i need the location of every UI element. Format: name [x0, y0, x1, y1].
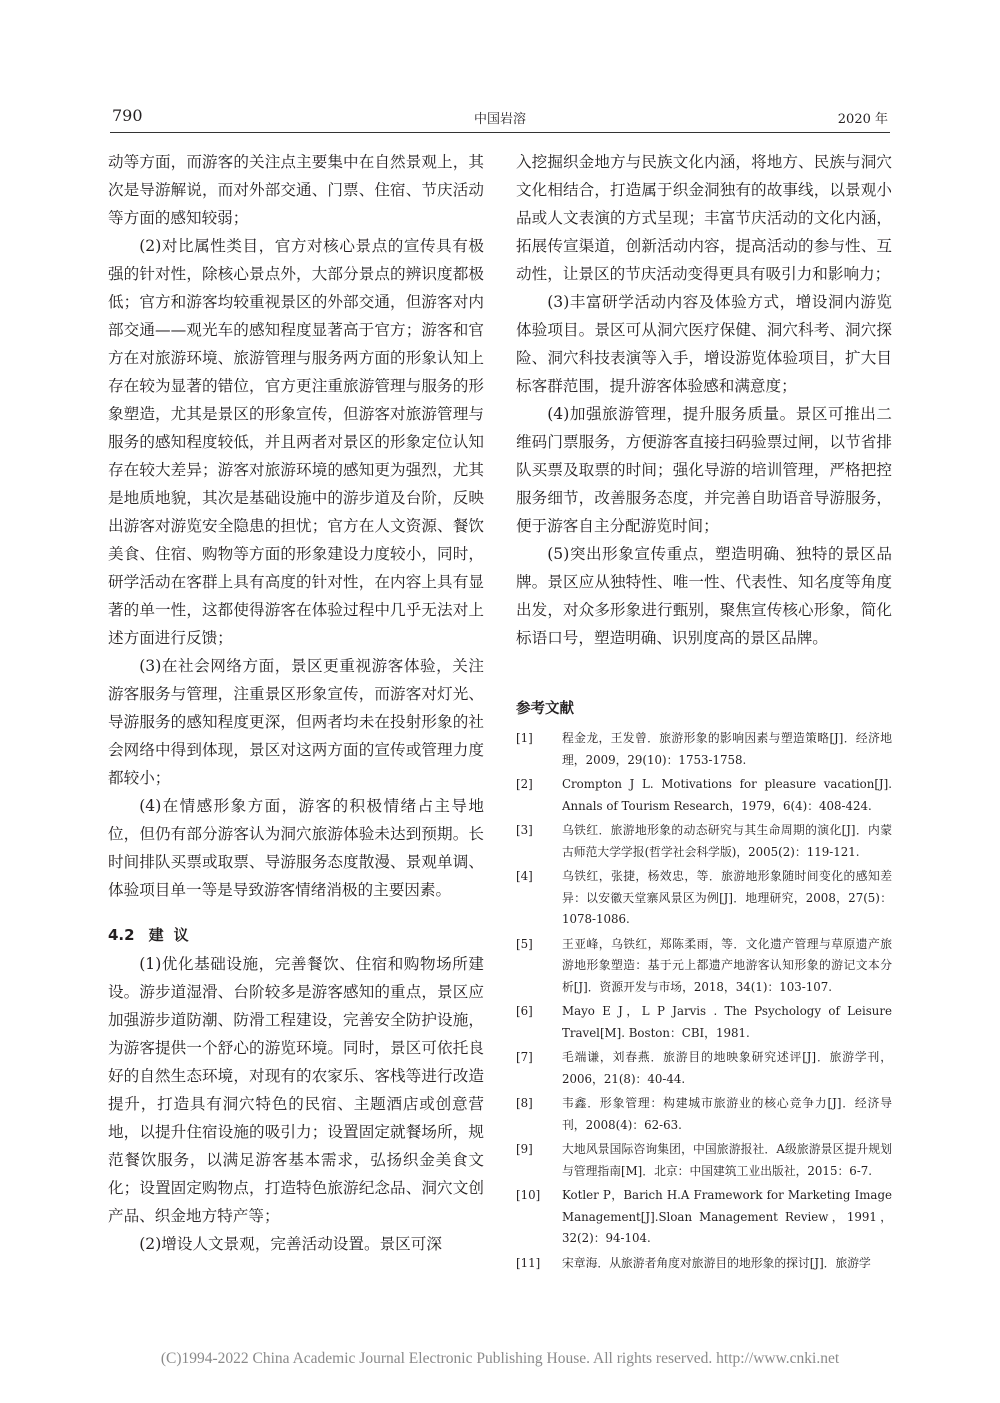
reference-text: 乌铁红，张捷，杨效忠，等．旅游地形象随时间变化的感知差异：以安徽天堂寨风景区为例[J]．地理研究，2008，27(5)：1078-1086.	[562, 869, 892, 926]
paragraph: (4)加强旅游管理，提升服务质量。景区可推出二维码门票服务，方便游客直接扫码验票过闸，以节省排队买票及取票的时间；强化导游的培训管理，严格把控服务细节，改善服务态度，并完善自助语音导游服务，便于游客自主分配游览时间；	[516, 405, 892, 535]
reference-item	[516, 728, 892, 771]
reference-text: 韦鑫．形象管理：构建城市旅游业的核心竞争力[J]．经济导刊，2008(4)：62-63.	[562, 1096, 892, 1132]
reference-text: 程金龙，王发曾．旅游形象的影响因素与塑造策略[J]．经济地理，2009，29(10)：1753-1758.	[562, 731, 892, 767]
running-header	[110, 104, 890, 133]
paragraph: (1)优化基础设施，完善餐饮、住宿和购物场所建设。游步道湿滑、台阶较多是游客感知的重点，景区应加强游步道防潮、防滑工程建设，完善安全防护设施，为游客提供一个舒心的游览环境。同时，景区可依托良好的自然生态环境，对现有的农家乐、客栈等进行改造提升，打造具有洞穴特色的民宿、主题酒店或创意营地，以提升住宿设施的吸引力；设置固定就餐场所，规范餐饮服务，以满足游客基本需求，弘扬织金美食文化；设置固定购物点，打造特色旅游纪念品、洞穴文创产品、织金地方特产等；	[108, 955, 484, 1225]
copyright-footer: (C)1994-2022 China Academic Journal Electronic Publishing House. All rights reserved. http://www.cnki.net	[160, 1350, 840, 1367]
reference-item	[516, 934, 892, 999]
paragraph: (2)对比属性类目，官方对核心景点的宣传具有极强的针对性，除核心景点外，大部分景点的辨识度都极低；官方和游客均较重视景区的外部交通，但游客对内部交通——观光车的感知程度显著高于官方；游客和官方在对旅游环境、旅游管理与服务两方面的形象认知上存在较为显著的错位，官方更注重旅游管理与服务的形象塑造，尤其是景区的形象宣传，但游客对旅游管理与服务的感知程度较低，并且两者对景区的形象定位认知存在较大差异；游客对旅游环境的感知更为强烈，尤其是地质地貌，其次是基础设施中的游步道及台阶，反映出游客对游览安全隐患的担忧；官方在人文资源、餐饮美食、住宿、购物等方面的形象建设力度较小，同时，研学活动在客群上具有高度的针对性，在内容上具有显著的单一性，这都使得游客在体验过程中几乎无法对上述方面进行反馈；	[108, 237, 484, 647]
reference-item	[516, 1001, 892, 1044]
reference-text: Kotler P，Barich H.A Framework for Marketing Image Management[J].Sloan Management Review，1991，32(2)：94-104.	[562, 1188, 892, 1245]
reference-text: 王亚峰，乌铁红，郑陈柔雨，等．文化遗产管理与草原遗产旅游地形象塑造：基于元上都遗产地游客认知形象的游记文本分析[J]．资源开发与市场，2018，34(1)：103-107.	[562, 936, 892, 994]
reference-number: [6]	[516, 1004, 533, 1018]
paragraph: (3)丰富研学活动内容及体验方式，增设洞内游览体验项目。景区可从洞穴医疗保健、洞穴科考、洞穴探险、洞穴科技表演等入手，增设游览体验项目，扩大目标客群范围，提升游客体验感和满意度；	[516, 293, 892, 395]
paragraph: (3)在社会网络方面，景区更重视游客体验，关注游客服务与管理，注重景区形象宣传，而游客对灯光、导游服务的感知程度更深，但两者均未在投射形象的社会网络中得到体现，景区对这两方面的宣传或管理力度都较小；	[108, 657, 484, 787]
right-column	[516, 148, 892, 1277]
paragraph: 动等方面，而游客的关注点主要集中在自然景观上，其次是导游解说，而对外部交通、门票、住宿、节庆活动等方面的感知较弱；	[108, 153, 484, 227]
reference-item	[516, 820, 892, 863]
reference-number: [9]	[516, 1142, 533, 1156]
reference-text: 大地风景国际咨询集团，中国旅游报社．A级旅游景区提升规划与管理指南[M]．北京：中国建筑工业出版社，2015：6-7.	[562, 1142, 892, 1178]
reference-number: [5]	[516, 936, 533, 951]
reference-number: [8]	[516, 1096, 533, 1110]
reference-text: 宋章海．从旅游者角度对旅游目的地形象的探讨[J]．旅游学	[562, 1255, 871, 1270]
reference-item	[516, 866, 892, 931]
reference-text: 毛端谦，刘春燕．旅游目的地映象研究述评[J]．旅游学刊，2006，21(8)：40-44.	[562, 1050, 892, 1086]
reference-item	[516, 1093, 892, 1136]
paragraph: (5)突出形象宣传重点，塑造明确、独特的景区品牌。景区应从独特性、唯一性、代表性、知名度等角度出发，对众多形象进行甄别，聚焦宣传核心形象，简化标语口号，塑造明确、识别度高的景区品牌。	[516, 545, 892, 647]
reference-number: [2]	[516, 777, 533, 791]
reference-text: 乌铁红．旅游地形象的动态研究与其生命周期的演化[J]．内蒙古师范大学学报(哲学社会科学版)，2005(2)：119-121.	[562, 823, 892, 859]
page-number: 790	[112, 106, 143, 125]
reference-text: Mayo E J，L P Jarvis . The Psychology of Leisure Travel[M]. Boston：CBI，1981.	[562, 1004, 892, 1040]
publication-year: 2020 年	[837, 112, 888, 127]
reference-item	[516, 1185, 892, 1250]
reference-item	[516, 1139, 892, 1182]
reference-number: [7]	[516, 1050, 533, 1064]
section-heading	[108, 920, 484, 950]
paragraph: 入挖掘织金地方与民族文化内涵，将地方、民族与洞穴文化相结合，打造属于织金洞独有的故事线，以景观小品或人文表演的方式呈现；丰富节庆活动的文化内涵，拓展传宣渠道，创新活动内容，提高活动的参与性、互动性，让景区的节庆活动变得更具有吸引力和影响力；	[516, 153, 892, 283]
reference-number: [1]	[516, 731, 533, 745]
reference-item	[516, 1047, 892, 1090]
section-number: 4.2	[108, 926, 135, 944]
reference-number: [3]	[516, 823, 533, 837]
journal-name: 中国岩溶	[473, 112, 526, 127]
reference-number: [4]	[516, 869, 533, 883]
references-heading: 参考文献	[516, 701, 574, 717]
section-title: 建议	[148, 926, 199, 944]
paragraph: (4)在情感形象方面，游客的积极情绪占主导地位，但仍有部分游客认为洞穴旅游体验未达到预期。长时间排队买票或取票、导游服务态度散漫、景观单调、体验项目单一等是导致游客情绪消极的主要因素。	[108, 797, 484, 899]
reference-number: [10]	[516, 1188, 541, 1202]
paragraph: (2)增设人文景观，完善活动设置。景区可深	[139, 1235, 442, 1253]
reference-number: [11]	[516, 1255, 541, 1270]
reference-list	[516, 728, 892, 1274]
reference-item	[516, 1253, 892, 1275]
left-column	[108, 148, 484, 1258]
reference-item	[516, 774, 892, 817]
reference-text: Crompton J L. Motivations for pleasure vacation[J]. Annals of Tourism Research，1979，6(4)：408-424.	[562, 777, 892, 813]
